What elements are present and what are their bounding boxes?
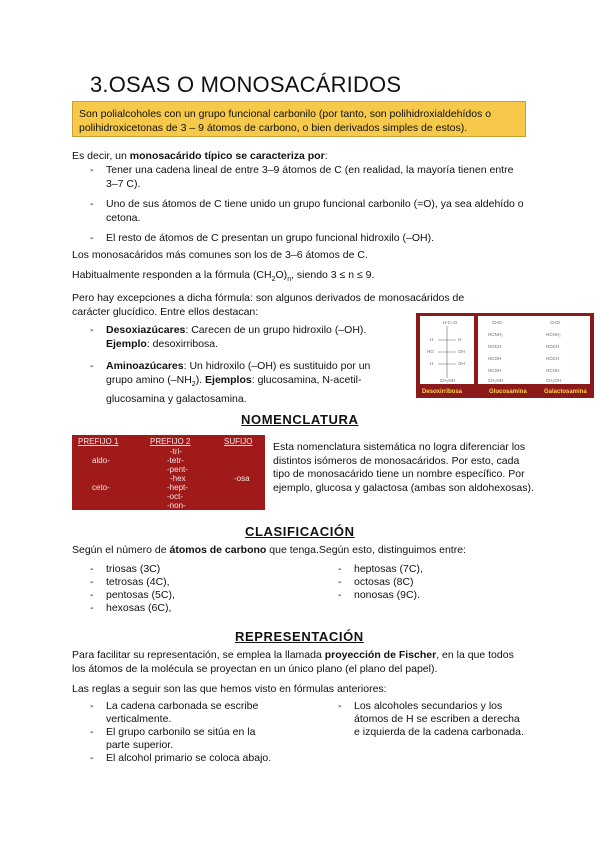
svg-text:OH: OH [458, 361, 465, 366]
classification-left-list [88, 563, 175, 615]
amino-desc2: ). [195, 374, 206, 386]
caption-galactosamine: Galactosamina [544, 389, 587, 395]
list-item: - El resto de átomos de C presentan un grupo funcional hidroxilo (–OH). [88, 231, 528, 245]
section-heading-representacion: REPRESENTACIÓN [235, 629, 364, 644]
svg-text:H-C=O: H-C=O [443, 320, 458, 325]
prefix2-item: -tetr- [167, 456, 184, 465]
rules-intro: Las reglas a seguir son las que hemos visto en fórmulas anteriores: [72, 683, 387, 695]
list-item: - La cadena carbonada se escribe verticalmente. [88, 700, 278, 726]
repr-intro-pre: Para facilitar su representación, se emplea la llamada [72, 649, 325, 661]
svg-text:CH₂OH: CH₂OH [440, 378, 455, 383]
formula-sub1: 2 [271, 276, 276, 284]
header-suffix: SUFIJO [224, 437, 253, 446]
prefix2-item: -pent- [167, 465, 188, 474]
exceptions-intro: Pero hay excepciones a dicha fórmula: son algunos derivados de monosacáridos de carácter glucídico. Entre ellos destacan: [72, 292, 465, 318]
class-intro-pre: Según el número de [72, 544, 170, 556]
list-item: - triosas (3C) [88, 563, 175, 576]
classification-intro [72, 543, 466, 557]
deoxyribose-panel [420, 316, 474, 384]
suffix-osa: -osa [234, 474, 250, 483]
list-item: - El grupo carbonilo se sitúa en la parte superior. [88, 726, 278, 752]
caption-glucosamine: Glucosamina [489, 389, 527, 395]
deoxy-ex-label: Ejemplo [106, 338, 147, 350]
svg-text:HOCH: HOCH [546, 356, 560, 361]
common-paragraph: Los monosacáridos más comunes son los de 3–6 átomos de C. [72, 249, 368, 261]
repr-intro-post: , en la que todos los átomos de la molécula se proyectan en un único plano (el plano del papel). [72, 649, 514, 675]
nomenclature-paragraph: Esta nomenclatura sistemática no logra diferenciar los distintos isómeros de monosacáridos. Por esto, cada tipo de monosacárido tiene un nombre específico. Por ejemplo, glucosa y galactosa (ambas son aldohexosas). [273, 441, 534, 494]
section-heading-clasificacion: CLASIFICACIÓN [245, 524, 355, 539]
amino-sub: 2 [191, 381, 196, 389]
svg-text:HCNH₂: HCNH₂ [546, 332, 561, 337]
list-item: - Uno de sus átomos de C tiene unido un grupo funcional carbonilo (=O), ya sea aldehído o cetona. [88, 197, 528, 225]
svg-text:HOCH: HOCH [546, 344, 560, 349]
amino-desc1: : Un hidroxilo (–OH) es sustituido por un grupo amino (–NH [106, 360, 371, 386]
svg-text:CHO: CHO [492, 320, 502, 325]
representation-intro [72, 648, 522, 676]
nomenclature-table [72, 435, 265, 510]
classification-right-list [336, 563, 423, 602]
exceptions-list [88, 323, 398, 414]
page-title: 3.OSAS O MONOSACÁRIDOS [90, 72, 402, 97]
list-item: - nonosas (9C). [336, 589, 423, 602]
rules-right-list [336, 700, 526, 739]
svg-text:CH₂OH: CH₂OH [488, 378, 503, 383]
deoxy-desc: : Carecen de un grupo hidroxilo (–OH). [185, 324, 367, 336]
prefix1-ceto: ceto- [92, 483, 110, 492]
svg-text:H: H [430, 361, 434, 366]
deoxy-name: Desoxiazúcares [106, 324, 186, 336]
svg-text:OH: OH [458, 349, 465, 354]
characteristics-list [88, 163, 528, 251]
formula-mid: O) [275, 269, 288, 281]
list-item [88, 359, 398, 406]
list-item: - heptosas (7C), [336, 563, 423, 576]
sugar-structures-figure [416, 313, 594, 398]
amino-sugars-structure [478, 316, 590, 384]
list-item: - hexosas (6C), [88, 602, 175, 615]
list-item [88, 323, 398, 351]
formula-pre: Habitualmente responden a la fórmula (CH [72, 269, 272, 281]
list-item: - Los alcoholes secundarios y los átomos de H se escriben a derecha e izquierda de la cadena carbonada. [336, 700, 526, 739]
svg-text:HCOH: HCOH [488, 368, 502, 373]
svg-text:HCOH: HCOH [488, 356, 502, 361]
svg-text:HCNH₂: HCNH₂ [488, 332, 503, 337]
formula-sub2: n [287, 276, 292, 284]
list-item: - octosas (8C) [336, 576, 423, 589]
header-prefix2: PREFIJO 2 [150, 437, 191, 446]
list-item: - El alcohol primario se coloca abajo. [88, 752, 278, 765]
list-item: - tetrosas (4C), [88, 576, 175, 589]
caption-deoxyribose: Desoxirribosa [422, 389, 463, 395]
section-heading-nomenclatura: NOMENCLATURA [241, 412, 359, 427]
prefix2-item: -hept- [167, 483, 188, 492]
svg-text:HCOH: HCOH [546, 368, 560, 373]
prefix2-item: -non- [167, 501, 186, 510]
header-prefix1: PREFIJO 1 [78, 437, 119, 446]
deoxy-ex: : desoxirribosa. [146, 338, 219, 350]
intro-post: : [324, 150, 328, 162]
list-item: - pentosas (5C), [88, 589, 175, 602]
amino-ex-label: Ejemplos [205, 374, 252, 386]
class-intro-bold: átomos de carbono [169, 544, 267, 556]
repr-intro-bold: proyección de Fischer [324, 649, 437, 661]
amino-sugars-panel [478, 316, 590, 384]
svg-text:HOCH: HOCH [488, 344, 502, 349]
rules-left-list [88, 700, 278, 765]
prefix2-item: -hex [170, 474, 186, 483]
svg-text:H: H [430, 337, 434, 342]
formula-post: , siendo 3 ≤ n ≤ 9. [291, 269, 375, 281]
svg-text:CHO: CHO [550, 320, 560, 325]
prefix2-item: -oct- [167, 492, 183, 501]
intro-paragraph [72, 149, 328, 163]
amino-name: Aminoazúcares [106, 360, 184, 372]
class-intro-post: que tenga.Según esto, distinguimos entre: [266, 544, 466, 556]
definition-box: Son polialcoholes con un grupo funcional carbonilo (por tanto, son polihidroxialdehídos o polihidroxicetonas de 3 – 9 átomos de carbono, o bien derivados simples de estos). [72, 101, 526, 137]
svg-text:CH₂OH: CH₂OH [546, 378, 561, 383]
list-item: - Tener una cadena lineal de entre 3–9 átomos de C (en realidad, la mayoría tienen entre 3–7 C). [88, 163, 528, 191]
prefix1-aldo: aldo- [92, 456, 110, 465]
formula-paragraph [72, 268, 374, 287]
intro-pre: Es decir, un [72, 150, 130, 162]
amino-ex: : glucosamina, N-acetil-glucosamina y galactosamina. [106, 374, 362, 406]
intro-bold: monosacárido típico se caracteriza por [129, 150, 325, 162]
svg-text:HO: HO [427, 349, 434, 354]
deoxyribose-structure [420, 316, 474, 384]
svg-text:H: H [458, 337, 462, 342]
prefix2-item: -tri- [170, 447, 182, 456]
